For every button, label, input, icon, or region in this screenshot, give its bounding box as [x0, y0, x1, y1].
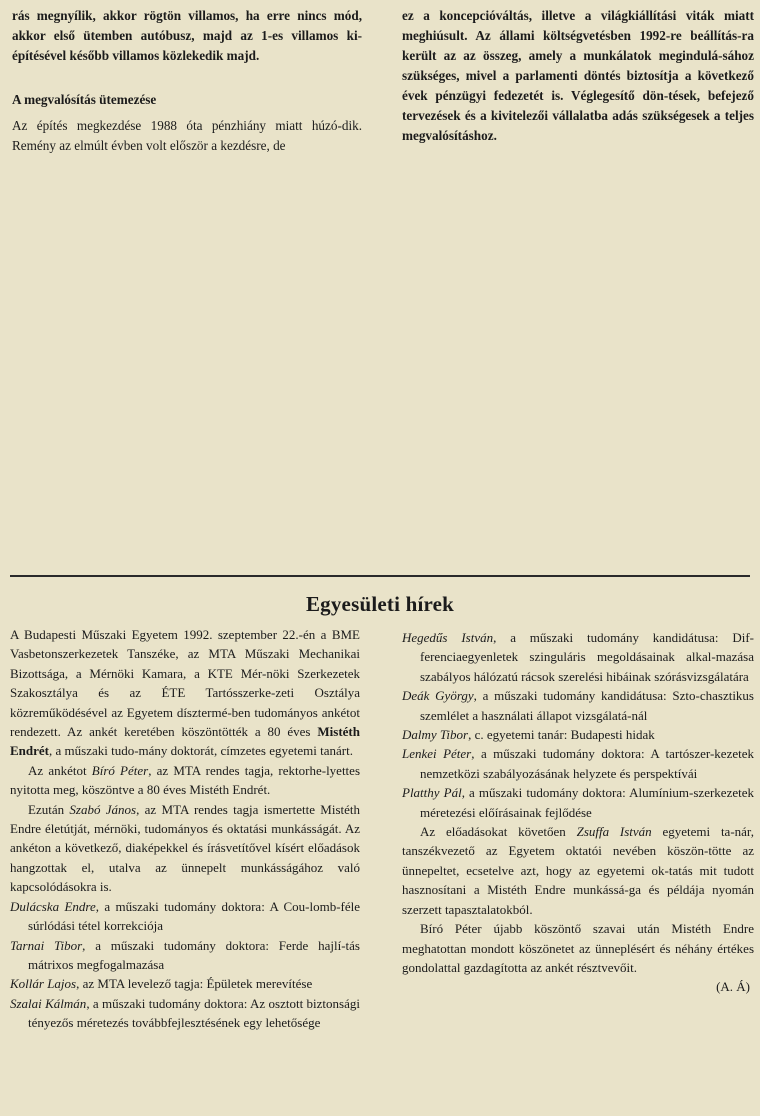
intro-paragraph: rás megnyílik, akkor rögtön villamos, ha erre nincs mód, akkor első ütemben autóbusz, majd az 1-es villamos ki-építésével később villamos közlekedik majd. — [12, 8, 362, 63]
lecture-item: Platthy Pál, a műszaki tudomány doktora: Alumínium-szerkezetek méretezési előírásainak fejlődése — [402, 785, 754, 820]
continuation-paragraph: ez a koncepcióváltás, illetve a világkiállítási viták miatt meghiúsult. Az állami költségvetésben 1992-re beállítás-ra került az az összeg, amely a munkálatok megindulá-sához szükséges, mivel a parlamenti döntés biztosítja a következő évek pénzügyi fedezetét is. Véglegesítő dön-tések, befejező tervezések és a kivitelezői vállalatba adás szükségesek a teljes megvalósításhoz. — [402, 8, 754, 143]
news-paragraph-3: Ezután Szabó János, az MTA rendes tagja ismertette Mistéth Endre életútját, mérnöki, tudományos és oktatási munkásságát. Az ankéton a következő, diaképekkel és írásvetítővel kísért előadások hangzottak el, utalva az ünnepelt munkásságához való kapcsolódásokra is. — [10, 801, 361, 895]
lecture-item: Deák György, a műszaki tudomány kandidátusa: Szto-chasztikus szemlélet a használati állapot vizsgálatá-nál — [402, 688, 754, 723]
person-name: Szabó János — [69, 801, 137, 817]
lecture-item: Tarnai Tibor, a műszaki tudomány doktora: Ferde hajlí-tás mátrixos megfogalmazása — [10, 937, 360, 972]
news-paragraph-1: A Budapesti Műszaki Egyetem 1992. szeptember 22.-én a BME Vasbetonszerkezetek Tanszéke, az MTA Műszaki Mechanikai Bizottsága, a Mérnöki Kamara, a KTE Mér-nöki Szerkezetek Szakosztálya és az ÉTE Tartósszerke-zeti Osztálya közreműködésével az Egyetem dísztermé-ben tudományos ankétot rendezett. Az ankét keretében köszöntötték a 80 éves Mistéth Endrét, a műszaki tudo-mány doktorát, címzetes egyetemi tanárt. — [10, 627, 360, 759]
lecture-item: Szalai Kálmán, a műszaki tudomány doktora: Az osztott biztonsági tényezős méretezés továbbfejlesztésének egy lehetősége — [10, 995, 360, 1031]
top-right-column — [402, 6, 754, 146]
top-left-column — [12, 6, 362, 156]
lecture-item: Kollár Lajos, az MTA levelező tagja: Épületek merevítése — [10, 976, 313, 992]
news-paragraph-closing: Az előadásokat követően Zsuffa István egyetemi ta-nár, tanszékvezető az Egyetem oktatói nevében köszön-tötte az ünnepeltet, ecsetelve azt, hogy az egyetemi ok-tatás mit tudott hasznosítani a Mistéth Endre munkássá-ga és példája nyomán szerzett tapasztalatokból. — [402, 824, 754, 917]
lecture-item: Dulácska Endre, a műszaki tudomány doktora: A Cou-lomb-féle súrlódási tétel korrekciója — [10, 898, 360, 934]
lecture-item: Lenkei Péter, a műszaki tudomány doktora: A tartószer-kezetek nemzetközi szabályozásának helyzete és perspektívái — [402, 746, 754, 781]
schedule-paragraph: Az építés megkezdése 1988 óta pénzhiány miatt húzó-dik. Remény az elmúlt évben volt először a kezdésre, de — [12, 118, 362, 153]
author-signature: (A. Á) — [716, 979, 750, 995]
person-name: Zsuffa István — [576, 824, 652, 840]
section-divider — [10, 575, 750, 577]
person-name: Bíró Péter — [91, 762, 149, 778]
news-right-column — [402, 628, 754, 997]
news-left-column — [10, 625, 360, 1033]
news-paragraph-2: Az ankétot Bíró Péter, az MTA rendes tagja, rektorhe-lyettes nyitotta meg, köszöntve a 80 éves Mistéth Endrét. — [10, 762, 360, 798]
section-title: Egyesületi hírek — [305, 592, 455, 616]
news-paragraph-final: Bíró Péter újabb köszöntő szavai után Mistéth Endre meghatottan mondott köszönetet az ünneplésért és néhány értékes gondolattal gazdagította az ankét résztvevőit. — [402, 921, 754, 975]
honoree-name: Mistéth Endrét — [10, 724, 360, 759]
subheading: A megvalósítás ütemezése — [12, 92, 157, 107]
lecture-item: Dalmy Tibor, c. egyetemi tanár: Budapesti hidak — [402, 727, 655, 743]
lecture-item: Hegedűs István, a műszaki tudomány kandidátusa: Dif-ferenciaegyenletek szinguláris megoldásainak alkal-mazása szabályos hálózatú rácsok szerelési hibáinak szórásvizsgálatára — [402, 630, 755, 684]
